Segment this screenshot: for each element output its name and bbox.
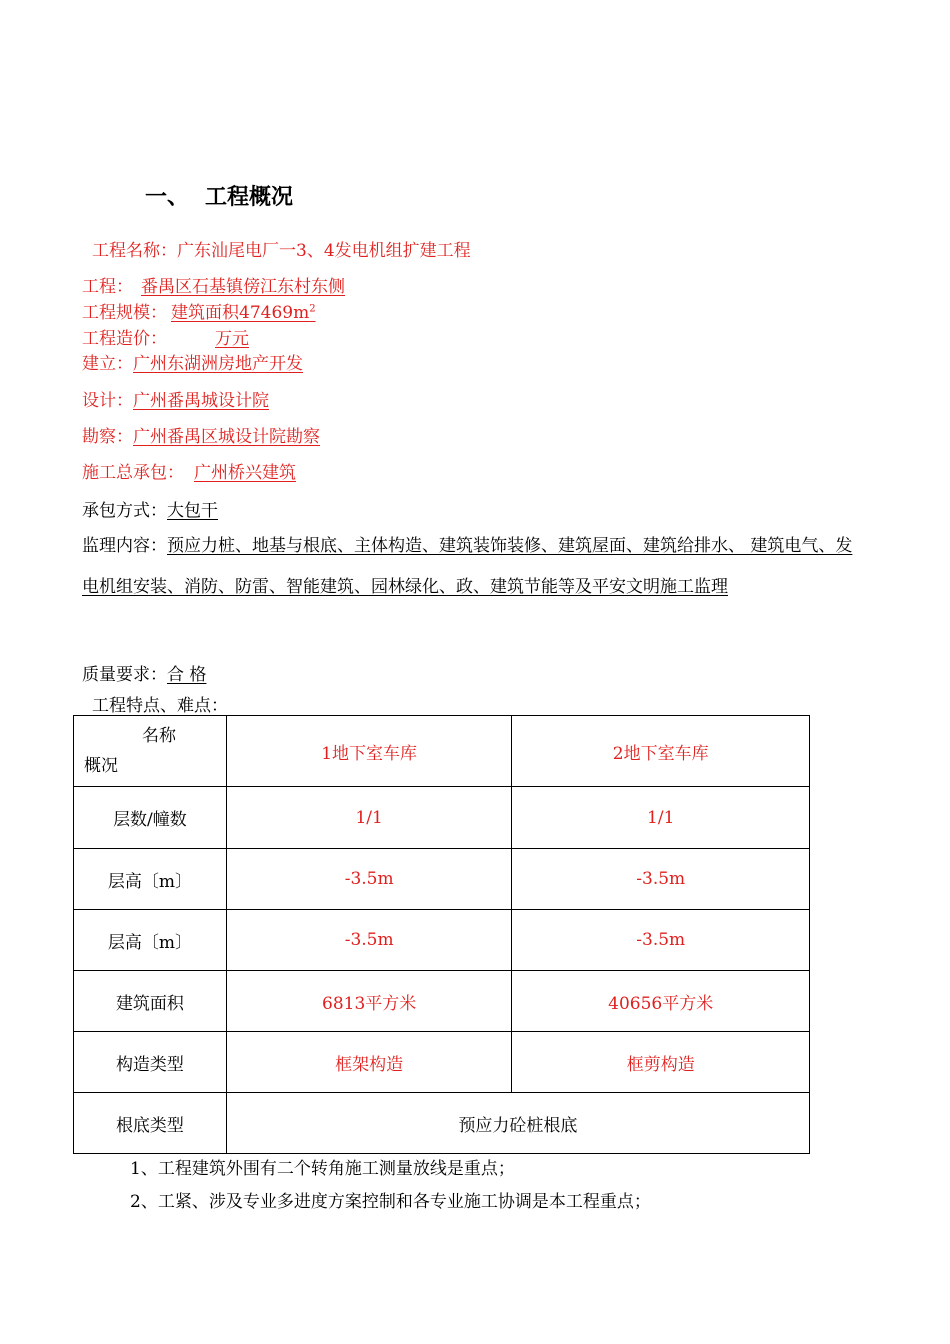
scale-value-text: 建筑面积47469m: [171, 303, 310, 323]
owner-value: 广州东湖洲房地产开发: [133, 354, 303, 374]
design-row: [82, 386, 325, 411]
row-value-2: 框剪构造: [512, 1032, 810, 1093]
row-value-2: 40656平方米: [512, 971, 810, 1032]
contractor-value: 广州桥兴建筑: [194, 463, 296, 483]
quality-row: [82, 660, 206, 685]
cost-value: 万元: [215, 329, 249, 349]
row-value-1: 6813平方米: [226, 971, 512, 1032]
corner-bottom-label: 概况: [84, 756, 118, 776]
cost-label: 工程造价：: [82, 329, 167, 349]
contractor-label: 施工总承包：: [82, 463, 184, 483]
table-row: [74, 910, 810, 971]
features-label: 工程特点、难点：: [92, 696, 228, 716]
row-value-1: 框架构造: [226, 1032, 512, 1093]
row-value-1: 1/1: [226, 787, 512, 849]
foundation-label: 根底类型: [74, 1093, 227, 1154]
corner-cell: [74, 716, 227, 787]
contract-row: [82, 496, 218, 521]
quality-value: 合 格: [167, 665, 207, 685]
owner-label: 建立：: [82, 354, 133, 374]
row-value-2: -3.5m: [512, 849, 810, 910]
row-label: 建筑面积: [74, 971, 227, 1032]
row-label: 构造类型: [74, 1032, 227, 1093]
row-value-2: 1/1: [512, 787, 810, 849]
survey-label: 勘察：: [82, 427, 133, 447]
section-heading: [145, 180, 293, 211]
table-row: [74, 787, 810, 849]
row-label: 层数/幢数: [74, 787, 227, 849]
survey-row: [82, 422, 366, 447]
design-label: 设计：: [82, 391, 133, 411]
contract-value: 大包干: [167, 501, 218, 521]
row-value-1: -3.5m: [226, 849, 512, 910]
owner-row: [82, 349, 307, 374]
row-value-1: -3.5m: [226, 910, 512, 971]
row-value-2: -3.5m: [512, 910, 810, 971]
location-value: 番禺区石基镇傍江东村东侧: [141, 277, 345, 297]
location-row: [82, 272, 433, 297]
section-title: 工程概况: [205, 185, 294, 210]
section-number: 一、: [145, 185, 190, 210]
scale-label: 工程规模：: [82, 303, 167, 323]
column-header-2: 2地下室车库: [512, 716, 810, 787]
corner-top-label: 名称: [142, 726, 176, 746]
table-row: [74, 1032, 810, 1093]
point-item: 1、工程建筑外围有二个转角施工测量放线是重点；: [130, 1159, 515, 1179]
project-name: 工程名称：广东汕尾电厂一3、4发电机组扩建工程: [92, 241, 471, 261]
table-row: [74, 849, 810, 910]
scale-superscript: 2: [309, 303, 316, 315]
row-label: 层高〔m〕: [74, 910, 227, 971]
point-item: 2、工紧、涉及专业多进度方案控制和各专业施工协调是本工程重点；: [130, 1192, 651, 1212]
foundation-value: 预应力砼桩根底: [226, 1093, 809, 1154]
project-spec-table: [73, 715, 810, 1154]
table-row: [74, 971, 810, 1032]
contract-label: 承包方式：: [82, 501, 167, 521]
scale-value: [167, 303, 316, 323]
scale-row: [82, 298, 316, 323]
supervision-label: 监理内容：: [82, 536, 167, 556]
supervision-value: 预应力桩、地基与根底、主体构造、建筑装饰装修、建筑屋面、建筑给排水、 建筑电气、发电机组安装、消防、防雷、智能建筑、园林绿化、政、建筑节能等及平安文明施工监理: [82, 536, 853, 597]
location-label: 工程：: [82, 277, 133, 297]
design-value: 广州番禺城设计院: [133, 391, 269, 411]
contractor-row: [82, 458, 310, 483]
supervision-row: [82, 526, 862, 608]
table-row: [74, 1093, 810, 1154]
table-header-row: [74, 716, 810, 787]
cost-row: [82, 324, 253, 349]
row-label: 层高〔m〕: [74, 849, 227, 910]
column-header-1: 1地下室车库: [226, 716, 512, 787]
survey-value: 广州番禺区城设计院勘察: [133, 427, 320, 447]
quality-label: 质量要求：: [82, 665, 167, 685]
